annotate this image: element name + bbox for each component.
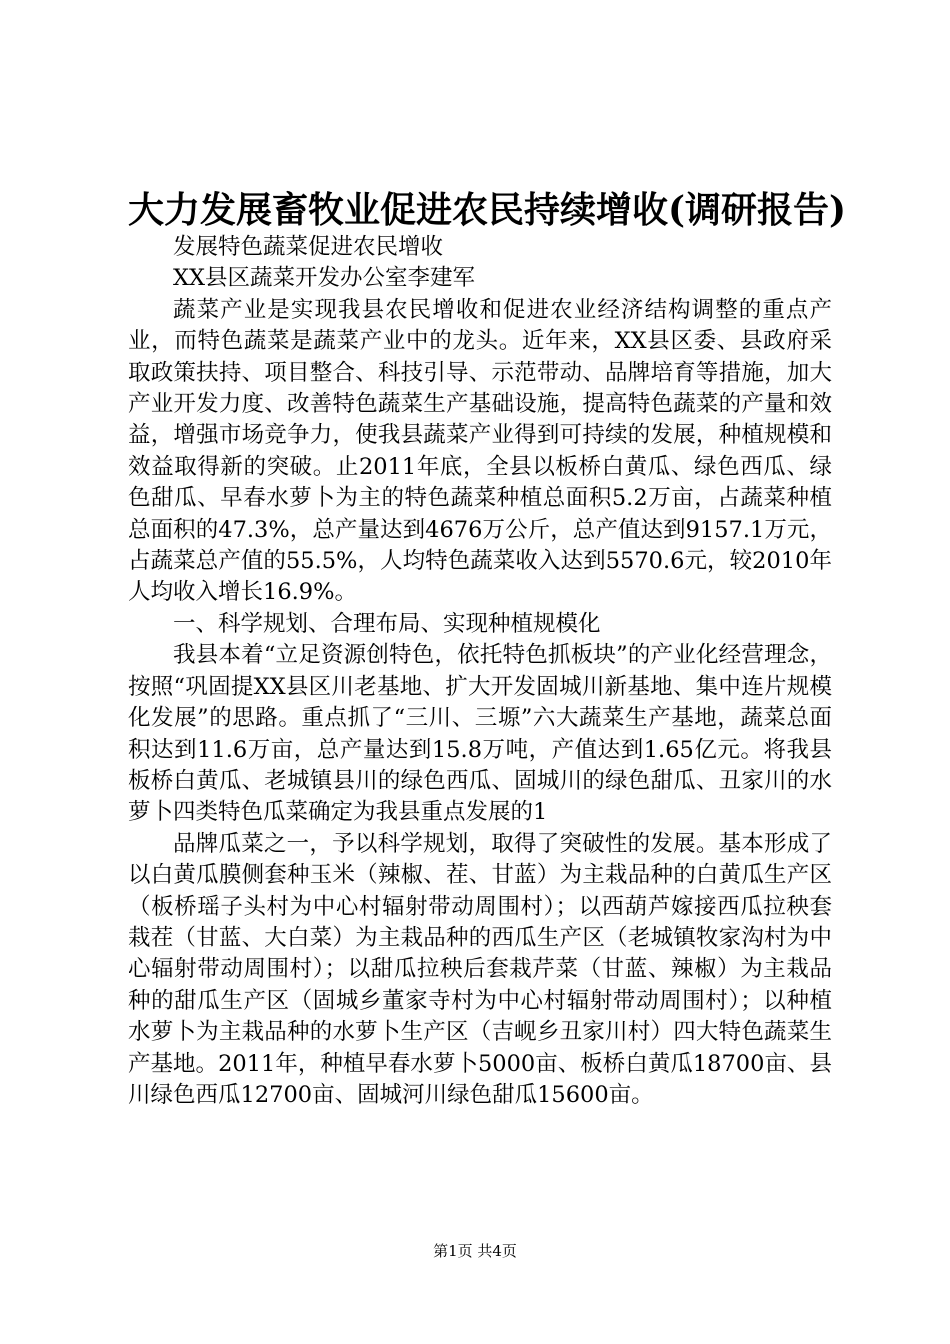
subtitle: 发展特色蔬菜促进农民增收	[173, 234, 444, 260]
body-paragraph: 我县本着“立足资源创特色，依托特色抓板块”的产业化经营理念，按照“巩固提XX县区川老基地、扩大开发固城川新基地、集中连片规模化发展”的思路。重点抓了“三川、三塬”六大蔬菜生产基地，蔬菜总面积达到11.6万亩，总产量达到15.8万吨，产值达到1.65亿元。将我县板桥白黄瓜、老城镇县川的绿色西瓜、固城川的绿色甜瓜、丑家川的水萝卜四类特色瓜菜确定为我县重点发展的1	[128, 642, 832, 826]
document-title: 大力发展畜牧业促进农民持续增收(调研报告)	[128, 189, 847, 231]
page-footer: 第1页 共4页	[433, 1242, 517, 1260]
section-heading: 一、科学规划、合理布局、实现种植规模化	[173, 610, 601, 637]
author-line: XX县区蔬菜开发办公室李建军	[173, 265, 476, 292]
document-body	[128, 232, 832, 1111]
body-paragraph: 蔬菜产业是实现我县农民增收和促进农业经济结构调整的重点产业，而特色蔬菜是蔬菜产业中的龙头。近年来，XX县区委、县政府采取政策扶持、项目整合、科技引导、示范带动、品牌培育等措施，加大产业开发力度、改善特色蔬菜生产基础设施，提高特色蔬菜的产量和效益，增强市场竞争力，使我县蔬菜产业得到可持续的发展，种植规模和效益取得新的突破。止2011年底，全县以板桥白黄瓜、绿色西瓜、绿色甜瓜、早春水萝卜为主的特色蔬菜种植总面积5.2万亩，占蔬菜种植总面积的47.3%，总产量达到4676万公斤，总产值达到9157.1万元，占蔬菜总产值的55.5%，人均特色蔬菜收入达到5570.6元，较2010年人均收入增长16.9%。	[128, 296, 832, 606]
body-paragraph: 品牌瓜菜之一，予以科学规划，取得了突破性的发展。基本形成了以白黄瓜膜侧套种玉米（辣椒、茬、甘蓝）为主栽品种的白黄瓜生产区（板桥瑶子头村为中心村辐射带动周围村）；以西葫芦嫁接西瓜拉秧套栽茬（甘蓝、大白菜）为主栽品种的西瓜生产区（老城镇牧家沟村为中心辐射带动周围村）；以甜瓜拉秧后套栽芹菜（甘蓝、辣椒）为主栽品种的甜瓜生产区（固城乡董家寺村为中心村辐射带动周围村）；以种植水萝卜为主栽品种的水萝卜生产区（吉岘乡丑家川村）四大特色蔬菜生产基地。2011年，种植早春水萝卜5000亩、板桥白黄瓜18700亩、县川绿色西瓜12700亩、固城河川绿色甜瓜15600亩。	[128, 830, 832, 1108]
